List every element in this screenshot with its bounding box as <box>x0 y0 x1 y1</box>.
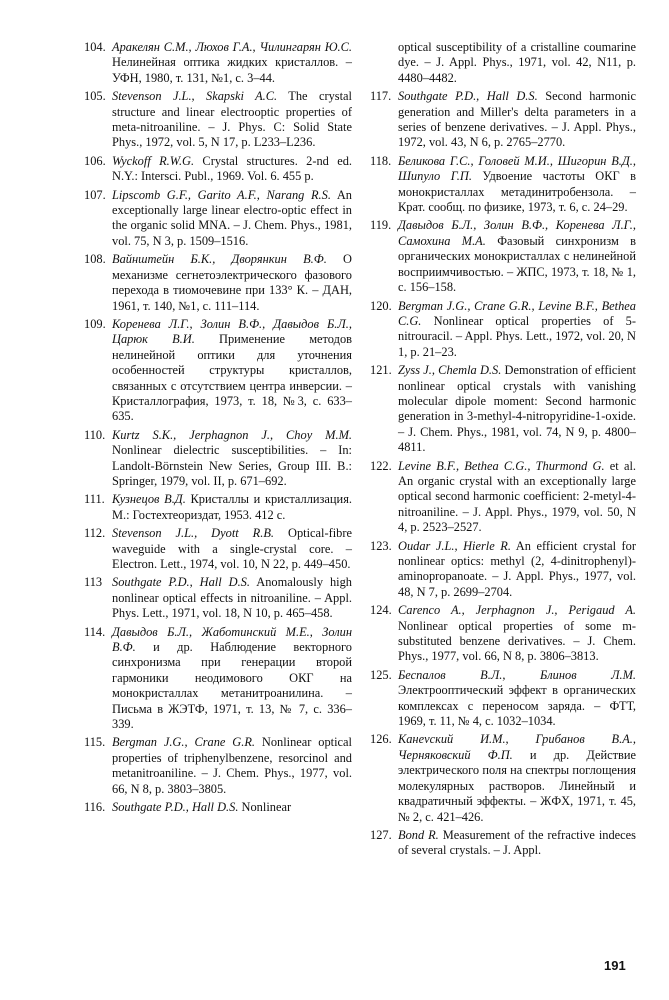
reference-text: и др. Действие электрического поля на спектры поглощения молекулярных растворов. Линейный и квадратичный эффекты. – ЖФХ, 1971, т. 45, № 2, с. 421–426. <box>398 747 637 824</box>
reference-authors: Zyss J., Chemla D.S. <box>398 363 502 378</box>
reference-number: 118. <box>370 153 392 168</box>
reference-text: Нелинейная оптика жидких кристаллов. – УФН, 1980, т. 131, №1, с. 3–44. <box>112 55 352 85</box>
reference-entry <box>370 539 636 601</box>
reference-number: 116. <box>84 800 106 815</box>
reference-number: 109. <box>84 316 106 331</box>
reference-text: Second harmonic generation and Miller's delta parameters in a series of benzene derivatives. – J. Appl. Phys., 1972, vol. 43, N 6, p. 2765–2770. <box>398 89 636 150</box>
right-column <box>370 40 636 862</box>
reference-text: Anomalously high nonlinear optical effects in nitroaniline. – Appl. Phys. Lett., 1971, vol. 18, N 10, p. 465–458. <box>112 575 352 621</box>
reference-authors: Stevenson J.L., Skapski A.C. <box>112 89 278 104</box>
reference-entry <box>370 218 636 295</box>
reference-text: Удвоение частоты ОКГ в монокристаллах метадинитробензола. – Крат. сообщ. по физике, 1973, т. 6, с. 24–29. <box>398 169 636 215</box>
reference-authors: Bergman J.G., Crane G.R. <box>112 735 255 750</box>
reference-text: Optical-fibre waveguide with a single-crystal core. – Electron. Lett., 1974, vol. 10, N 22, p. 449–450. <box>112 526 352 571</box>
reference-number: 113 <box>84 575 103 590</box>
reference-text: Nonlinear <box>238 800 292 815</box>
reference-number: 105. <box>84 89 106 104</box>
reference-number: 124. <box>370 603 392 618</box>
reference-number: 127. <box>370 827 392 842</box>
reference-text: et al. An organic crystal with an exceptionally large optical second harmonic coefficient: 2-metyl-4-nitroaniline. – J. Appl. Phys., 1979, vol. 50, N 4, p. 2523–2527. <box>398 458 636 535</box>
reference-number: 108. <box>84 252 106 267</box>
reference-number: 123. <box>370 538 392 553</box>
reference-text: Nonlinear optical properties of triphenylbenzene, resorcinol and metanitroaniline. – J. Chem. Phys., 1977, vol. 66, N 8, p. 3803–3805. <box>112 735 352 796</box>
reference-text: An exceptionally large linear electro-optic effect in the organic solid MNA. – J. Chem. Phys., 1981, vol. 75, N 3, p. 1509–1516. <box>112 187 352 248</box>
reference-authors: Вайнштейн Б.К., Дворянкин В.Ф. <box>112 252 327 267</box>
reference-entry <box>370 732 636 824</box>
reference-authors: Southgate P.D., Hall D.S. <box>112 575 250 590</box>
reference-number: 125. <box>370 667 392 682</box>
reference-authors: Lipscomb G.F., Garito A.F., Narang R.S. <box>112 187 331 202</box>
reference-authors: Bergman J.G., Crane G.R., Levine B.F., Bethea C.G. <box>398 298 636 328</box>
reference-entry <box>84 625 352 733</box>
reference-authors: Carenco A., Jerphagnon J., Perigaud A. <box>398 603 636 618</box>
reference-entry <box>370 89 636 151</box>
reference-entry <box>370 668 636 730</box>
reference-authors: Levine B.F., Bethea C.G., Thurmond G. <box>398 458 605 473</box>
reference-entry <box>84 526 352 572</box>
reference-text: Nonlinear optical properties of some m-substituted benzene derivatives. – J. Chem. Phys., 1977, vol. 66, N 8, p. 3806–3813. <box>398 618 636 664</box>
left-column <box>84 40 352 819</box>
reference-text: optical susceptibility of a cristalline coumarine dye. – J. Appl. Phys., 1971, vol. 42, N11, p. 4480–4482. <box>398 40 636 85</box>
reference-authors: Southgate P.D., Hall D.S. <box>112 800 239 815</box>
reference-text: Применение методов нелинейной оптики для уточнения особенностей структуры кристаллов, связанных с отсутствием центра инверсии. – Кристаллография, 1973, т. 18, №3, с. 633–635. <box>112 332 352 424</box>
reference-entry <box>370 299 636 361</box>
reference-entry <box>370 459 636 536</box>
reference-text: Nonlinear optical properties of 5-nitrouracil. – Appl. Phys. Lett., 1972, vol. 20, N 1, p. 21–23. <box>398 313 636 359</box>
reference-number: 104. <box>84 40 106 54</box>
reference-text: О механизме сегнетоэлектрического фазового перехода в тиомочевине при 133° К. – ДАН, 1961, т. 140, №1, с. 111–114. <box>112 252 352 313</box>
reference-number: 122. <box>370 458 392 473</box>
reference-entry <box>370 154 636 216</box>
reference-authors: Kurtz S.K., Jerphagnon J., Choy M.M. <box>112 427 352 442</box>
reference-text: Nonlinear dielectric susceptibilities. – In: Landolt-Börnstein New Series, Group III. B.: Springer, 1979, vol. II, p. 671–692. <box>112 443 352 488</box>
reference-authors: Давыдов Б.Л., Золин В.Ф., Коренева Л.Г., Самохина М.А. <box>398 218 636 248</box>
reference-entry <box>370 40 636 86</box>
reference-text: The crystal structure and linear electrooptic properties of meta-nitroaniline. – J. Phys. C: Solid State Phys., 1972, vol. 5, N 17, p. L233–L236. <box>112 89 352 150</box>
reference-number: 115. <box>84 735 106 750</box>
reference-number: 106. <box>84 153 106 168</box>
reference-authors: Southgate P.D., Hall D.S. <box>398 89 538 104</box>
reference-text: Фазовый синхронизм в органических монокристаллах с нелинейной восприимчивостью. – ЖПС, 1973, т. 18, № 1, с. 156–158. <box>398 233 636 295</box>
reference-number: 110. <box>84 427 106 442</box>
reference-number: 111. <box>84 492 105 507</box>
reference-text: Электрооптический эффект в органических комплексах с переносом заряда. – ФТТ, 1969, т. 11, № 4, с. 1032–1034. <box>398 683 636 729</box>
reference-number: 112. <box>84 526 106 541</box>
reference-authors: Bond R. <box>398 827 439 842</box>
reference-entry <box>84 40 352 86</box>
reference-text: Measurement of the refractive indeces of several crystals. – J. Appl. <box>398 827 636 858</box>
reference-entry <box>84 492 352 523</box>
reference-number: 121. <box>370 363 392 378</box>
reference-number: 114. <box>84 624 106 639</box>
reference-entry <box>84 154 352 185</box>
reference-entry <box>84 252 352 314</box>
reference-authors: Wyckoff R.W.G. <box>112 153 195 168</box>
reference-authors: Коренева Л.Г., Золин В.Ф., Давыдов Б.Л., Царюк В.И. <box>112 316 352 347</box>
reference-entry <box>84 575 352 621</box>
reference-authors: Беспалов В.Л., Блинов Л.М. <box>398 667 636 682</box>
reference-number: 126. <box>370 732 392 747</box>
reference-entry <box>84 428 352 490</box>
reference-entry <box>84 89 352 151</box>
reference-authors: Давыдов Б.Л., Жаботинский М.Е., Золин В.Ф. <box>112 624 352 655</box>
reference-text: и др. Наблюдение векторного синхронизма при генерации второй гармоники неодимового ОКГ на монокристаллах метанитроанилина. – Письма в ЖЭТФ, 1971, т. 13, № 7, с. 336–339. <box>112 640 352 732</box>
reference-authors: Stevenson J.L., Dyott R.B. <box>112 526 275 541</box>
reference-authors: Oudar J.L., Hierle R. <box>398 538 511 553</box>
reference-authors: Кузнецов В.Д. <box>112 492 186 507</box>
reference-number: 107. <box>84 187 106 202</box>
reference-text: An efficient crystal for nonlinear optics: methyl (2, 4-dinitrophenyl)-aminopropanoate. – J. Appl. Phys., 1977, vol. 48, N 7, p. 2699–2704. <box>398 538 637 599</box>
reference-text: Кристаллы и кристаллизация. М.: Гостехтеориздат, 1953. 412 с. <box>112 492 352 522</box>
reference-entry <box>84 800 352 815</box>
reference-entry <box>370 603 636 665</box>
reference-text: Demonstration of efficient nonlinear optical crystals with vanishing molecular dipole moment: Second harmonic generation in 3-methyl-4-nitropyridine-1-oxide. – J. Chem. Phys., 1981, vol. 74, N 9, p. 4800–4811. <box>398 363 636 455</box>
reference-entry <box>84 188 352 250</box>
reference-number: 119. <box>370 218 392 233</box>
reference-entry <box>84 317 352 425</box>
reference-entry <box>370 363 636 455</box>
reference-number: 120. <box>370 298 392 313</box>
reference-number: 117. <box>370 89 392 104</box>
reference-authors: Канevский И.М., Грибанов В.А., Черняковский Ф.П. <box>398 732 636 762</box>
reference-entry <box>370 828 636 859</box>
reference-authors: Аракелян С.М., Люхов Г.А., Чилингарян Ю.С. <box>112 40 352 54</box>
reference-authors: Беликова Г.С., Головей М.И., Шигорин В.Д., Шипуло Г.П. <box>398 153 636 184</box>
page-number: 191 <box>604 958 626 973</box>
reference-entry <box>84 735 352 797</box>
reference-text: Crystal structures. 2-nd ed. N.Y.: Intersci. Publ., 1969. Vol. 6. 455 p. <box>112 153 352 184</box>
